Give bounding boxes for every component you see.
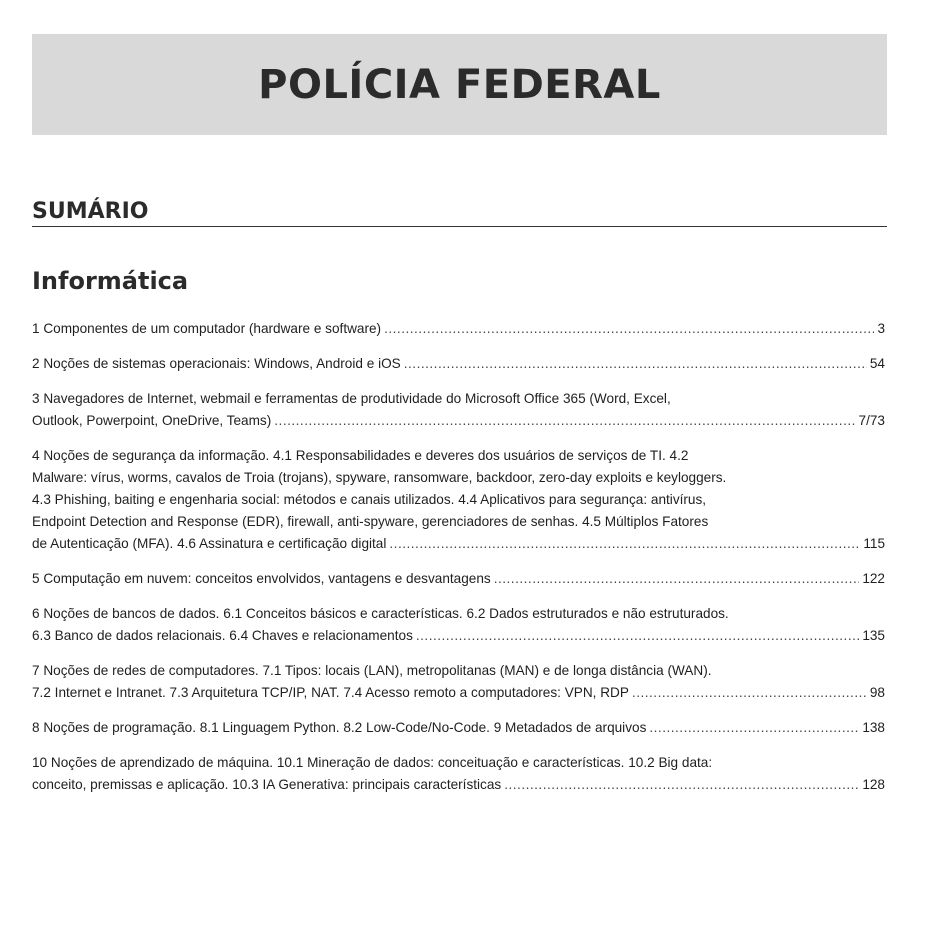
toc-entry-last-line — [32, 568, 885, 590]
toc-entry[interactable] — [32, 603, 885, 647]
toc-page-number: 7/73 — [858, 413, 885, 428]
dot-leader — [416, 625, 859, 647]
toc-entry-line: 10 Noções de aprendizado de máquina. 10.1 Mineração de dados: conceituação e características. 10.2 Big data: — [32, 755, 713, 770]
header-banner — [32, 34, 887, 135]
toc-entry[interactable] — [32, 388, 885, 432]
toc-entry-text: 8 Noções de programação. 8.1 Linguagem Python. 8.2 Low-Code/No-Code. 9 Metadados de arquivos — [32, 720, 647, 735]
toc-page-number: 128 — [862, 777, 885, 792]
toc-entry-last-line — [32, 682, 885, 704]
toc-page-number: 3 — [877, 321, 885, 336]
summary-heading: SUMÁRIO — [32, 199, 149, 224]
toc-page-number: 122 — [862, 571, 885, 586]
toc-entry-line: 6 Noções de bancos de dados. 6.1 Conceitos básicos e características. 6.2 Dados estruturados e não estruturados. — [32, 606, 729, 621]
toc-entry-text: 1 Componentes de um computador (hardware e software) — [32, 321, 382, 336]
dot-leader — [632, 682, 867, 704]
toc-entry-line: 4 Noções de segurança da informação. 4.1 Responsabilidades e deveres dos usuários de serviços de TI. 4.2 — [32, 448, 689, 463]
toc-entry[interactable] — [32, 568, 885, 590]
toc-entry-line: 4.3 Phishing, baiting e engenharia social: métodos e canais utilizados. 4.4 Aplicativos para segurança: antivírus, — [32, 492, 707, 507]
toc-entry-text: Outlook, Powerpoint, OneDrive, Teams) — [32, 413, 272, 428]
toc-entry-text: 5 Computação em nuvem: conceitos envolvidos, vantagens e desvantagens — [32, 571, 491, 586]
toc-entry-last-line — [32, 774, 885, 796]
toc-entry[interactable] — [32, 660, 885, 704]
toc-page-number: 138 — [862, 720, 885, 735]
section-title: Informática — [32, 267, 189, 295]
toc-entry-last-line — [32, 353, 885, 375]
toc-entry-text: 7.2 Internet e Intranet. 7.3 Arquitetura TCP/IP, NAT. 7.4 Acesso remoto a computadores: VPN, RDP — [32, 685, 629, 700]
dot-leader — [404, 353, 867, 375]
toc-entry[interactable] — [32, 353, 885, 375]
toc-page-number: 54 — [869, 356, 885, 371]
toc-entry-text: 2 Noções de sistemas operacionais: Windows, Android e iOS — [32, 356, 401, 371]
toc-entry-line: 7 Noções de redes de computadores. 7.1 Tipos: locais (LAN), metropolitanas (MAN) e de longa distância (WAN). — [32, 663, 712, 678]
toc-entry[interactable] — [32, 717, 885, 739]
toc-entry-line: Malware: vírus, worms, cavalos de Troia (trojans), spyware, ransomware, backdoor, zero-day exploits e keyloggers. — [32, 470, 727, 485]
table-of-contents — [32, 318, 885, 809]
toc-entry-line: 3 Navegadores de Internet, webmail e ferramentas de produtividade do Microsoft Office 365 (Word, Excel, — [32, 391, 671, 406]
toc-page-number: 135 — [862, 628, 885, 643]
toc-page-number: 115 — [863, 536, 885, 551]
toc-page-number: 98 — [869, 685, 885, 700]
page-title: POLÍCIA FEDERAL — [258, 61, 661, 108]
toc-entry-line: Endpoint Detection and Response (EDR), firewall, anti-spyware, gerenciadores de senhas. 4.5 Múltiplos Fatores — [32, 514, 709, 529]
dot-leader — [649, 717, 859, 739]
toc-entry[interactable] — [32, 318, 885, 340]
toc-entry-last-line — [32, 318, 885, 340]
toc-entry-last-line — [32, 533, 885, 555]
toc-entry-last-line — [32, 625, 885, 647]
toc-entry[interactable] — [32, 445, 885, 555]
dot-leader — [389, 533, 860, 555]
toc-entry-last-line — [32, 410, 885, 432]
toc-entry[interactable] — [32, 752, 885, 796]
toc-entry-last-line — [32, 717, 885, 739]
dot-leader — [274, 410, 855, 432]
toc-entry-text: 6.3 Banco de dados relacionais. 6.4 Chaves e relacionamentos — [32, 628, 413, 643]
toc-entry-text: conceito, premissas e aplicação. 10.3 IA Generativa: principais características — [32, 777, 502, 792]
dot-leader — [504, 774, 859, 796]
dot-leader — [494, 568, 860, 590]
dot-leader — [384, 318, 874, 340]
toc-entry-text: de Autenticação (MFA). 4.6 Assinatura e certificação digital — [32, 536, 387, 551]
summary-heading-block — [32, 199, 887, 227]
